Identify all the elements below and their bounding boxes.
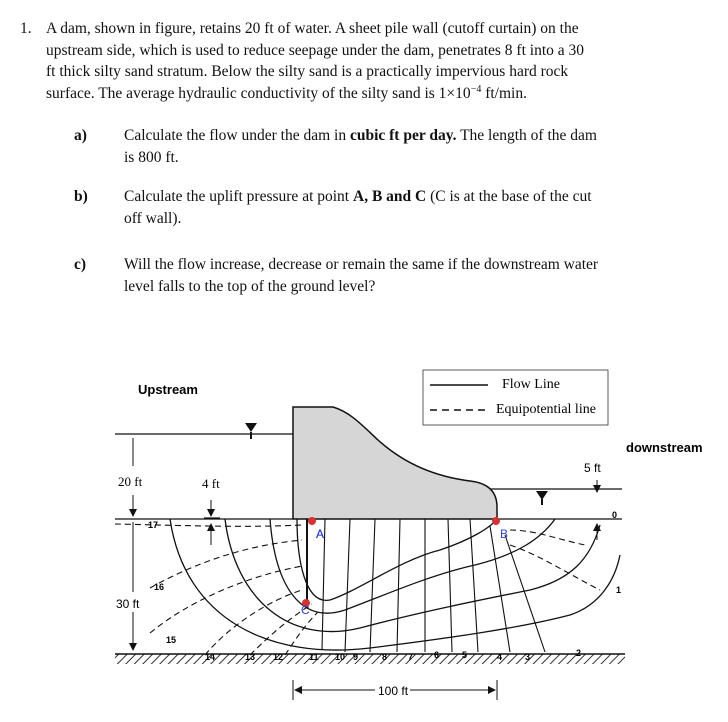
qb-bold: A, B and C: [353, 188, 427, 205]
downstream-water-symbol: [536, 491, 548, 500]
tick-10: [345, 519, 350, 652]
dim-30ft-label: 30 ft: [116, 597, 140, 611]
problem-line-2: upstream side, which is used to reduce seepage under the dam, penetrates 8 ft into a 30: [46, 41, 585, 59]
eq-num-11: 11: [309, 652, 319, 662]
eq-num-2: 2: [576, 648, 582, 658]
problem-line-3: ft thick silty sand stratum. Below the silty sand is a practically impervious hard rock: [46, 63, 569, 80]
dim-4ft-label: 4 ft: [202, 476, 220, 491]
eq-num-0: 0: [612, 510, 618, 520]
question-c-label: c): [74, 256, 87, 273]
question-a-line-2: is 800 ft.: [124, 148, 179, 166]
point-a-marker: [308, 517, 316, 525]
equip-17: [115, 524, 302, 526]
qb-text-2: (C is at the base of the cut: [426, 188, 592, 205]
question-a-label: a): [74, 127, 87, 144]
equipotential-numbers: [148, 510, 621, 662]
eq-num-10: 10: [335, 652, 346, 662]
dam-body: [293, 407, 497, 519]
point-a-label: A: [316, 527, 325, 541]
problem-number: 1.: [20, 20, 32, 37]
problem-line-1: A dam, shown in figure, retains 20 ft of water. A sheet pile wall (cutoff curtain) on the: [46, 20, 579, 37]
problem-line-4-text: surface. The average hydraulic conductivity of the silty sand is 1×10: [46, 84, 471, 102]
legend: [423, 370, 608, 425]
flow-line-1: [297, 519, 497, 600]
eq-num-6: 6: [434, 650, 440, 660]
question-b-line-2: off wall).: [124, 209, 182, 227]
qa-bold: cubic ft per day.: [349, 127, 457, 144]
point-b-marker: [492, 517, 500, 525]
exponent: −4: [470, 83, 482, 95]
eq-num-8: 8: [382, 652, 388, 662]
eq-num-7: 7: [408, 652, 414, 662]
legend-flow-label: Flow Line: [502, 377, 560, 392]
qb-text: Calculate the uplift pressure at point: [124, 188, 353, 205]
dim-100ft-label: 100 ft: [378, 684, 409, 698]
qa-text: Calculate the flow under the dam in: [124, 127, 350, 144]
question-c-line-2: level falls to the top of the ground level?: [124, 277, 376, 295]
eq-num-16: 16: [154, 582, 165, 592]
eq-num-5: 5: [462, 650, 468, 660]
qa-text-2: The length of the dam: [456, 127, 597, 144]
tick-5: [470, 519, 478, 652]
eq-num-4: 4: [497, 652, 503, 662]
eq-num-15: 15: [166, 635, 177, 645]
equip-1: [510, 530, 585, 545]
question-b-label: b): [74, 188, 88, 205]
eq-num-3: 3: [525, 652, 531, 662]
question-c-line-1: Will the flow increase, decrease or remain the same if the downstream water: [124, 256, 599, 273]
tick-8: [397, 519, 400, 652]
equip-2: [510, 545, 600, 590]
tick-6: [448, 519, 452, 652]
eq-num-17: 17: [148, 520, 159, 530]
tick-9: [370, 519, 375, 652]
problem-line-4-unit: ft/min.: [481, 84, 527, 102]
upstream-water-symbol: [245, 423, 257, 432]
eq-num-9: 9: [353, 652, 359, 662]
legend-equip-label: Equipotential line: [496, 402, 596, 417]
tick-4: [490, 526, 510, 652]
eq-num-12: 12: [273, 652, 284, 662]
flow-line-2: [270, 519, 555, 613]
equip-16: [150, 540, 302, 588]
eq-num-1: 1: [616, 585, 622, 595]
equipotential-ticks: [322, 519, 545, 652]
dim-5ft-label: 5 ft: [584, 461, 601, 475]
downstream-label: downstream: [626, 440, 703, 455]
upstream-label: Upstream: [138, 382, 198, 397]
eq-num-14: 14: [205, 652, 216, 662]
eq-num-13: 13: [245, 652, 256, 662]
impervious-rock: [115, 654, 625, 664]
dim-20ft-label: 20 ft: [118, 474, 143, 489]
point-c-label: C: [301, 603, 310, 617]
point-b-label: B: [500, 527, 509, 541]
